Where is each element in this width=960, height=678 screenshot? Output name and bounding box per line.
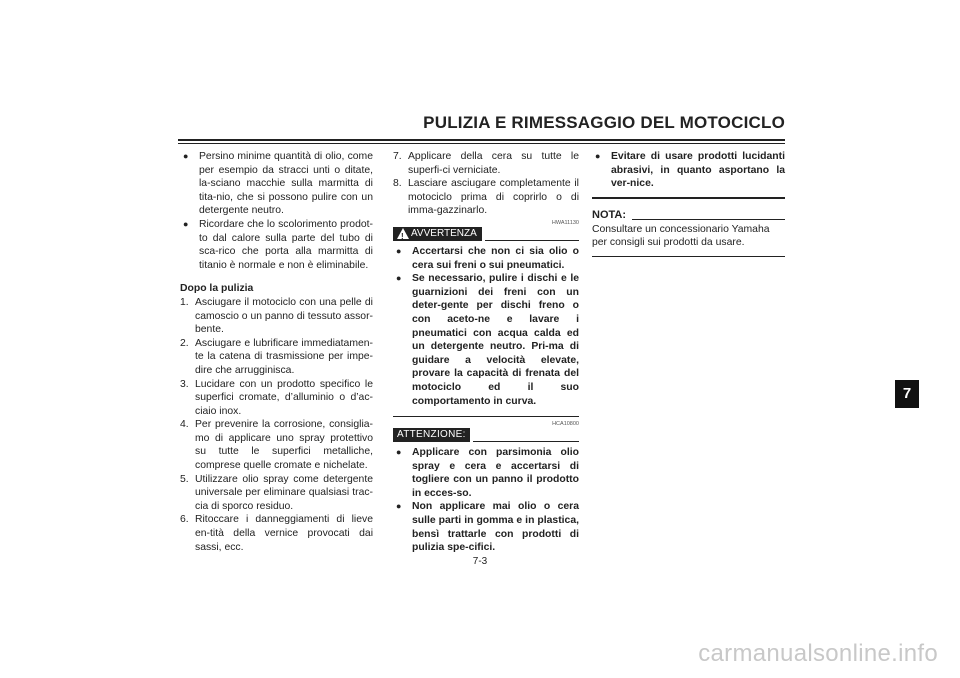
- step-text: Per prevenire la corrosione, consiglia-mo di applicare uno spray protettivo su tutte le superfici metalliche, comprese quelle cromate e nichelate.: [195, 419, 373, 472]
- nota-header: [592, 209, 785, 223]
- list-item: ● Ricordare che lo scolorimento prodot-to dal calore sulla parte del tubo di sca-rico che porta alla marmitta di titanio è normale e non è eliminabile.: [180, 218, 373, 272]
- warning-code: HWA11130: [551, 219, 579, 226]
- step-item: [393, 150, 579, 177]
- page-title: PULIZIA E RIMESSAGGIO DEL MOTOCICLO: [423, 113, 785, 132]
- warning-label-box: [393, 227, 482, 241]
- section-heading: Dopo la pulizia: [180, 283, 254, 295]
- caution-item: ● Non applicare mai olio o cera sulle parti in gomma e in plastica, bensì trattarle con prodotti di pulizia spe-cifici.: [393, 500, 579, 554]
- caution-label: ATTENZIONE:: [393, 428, 470, 442]
- step-item: [180, 473, 373, 514]
- header-rule-thin: [178, 143, 785, 144]
- step-number: 6.: [180, 514, 189, 526]
- step-number: 8.: [393, 178, 402, 190]
- caution-end-rule: [592, 197, 785, 199]
- step-text: Applicare della cera su tutte le superfi-ci verniciate.: [408, 151, 579, 176]
- caution-header-rule: [473, 441, 579, 442]
- nota-text: Consultare un concessionario Yamaha per consigli sui prodotti da usare.: [592, 223, 770, 249]
- step-text: Lasciare asciugare completamente il motociclo prima di coprirlo o di imma-gazzinarlo.: [408, 178, 579, 217]
- step-number: 3.: [180, 378, 189, 390]
- caution-item: ● Applicare con parsimonia olio spray e cera e accertarsi di togliere con un panno il prodotto in ecces-so.: [393, 446, 579, 500]
- step-item: [180, 513, 373, 554]
- list-item: ● Persino minime quantità di olio, come per esempio da stracci unti o ditate, la-sciano macchie sulla marmitta di tita-nio, che si possono pulire con un detergente neutro.: [180, 150, 373, 218]
- chapter-tab: 7: [895, 380, 919, 408]
- step-item: [180, 418, 373, 472]
- warning-header: [393, 227, 579, 241]
- step-item: [180, 296, 373, 337]
- warning-end-rule: [393, 416, 579, 417]
- nota-end-rule: [592, 256, 785, 257]
- step-number: 4.: [180, 419, 189, 431]
- step-number: 5.: [180, 473, 189, 485]
- caution-item: ● Evitare di usare prodotti lucidanti abrasivi, in quanto asportano la ver-nice.: [592, 150, 785, 191]
- page-number: 7-3: [472, 556, 488, 567]
- caution-code: HCA10800: [552, 421, 579, 428]
- step-text: Ritoccare i danneggiamenti di lieve en-tità della vernice provocati dai sassi, ecc.: [195, 514, 373, 553]
- column-1: [180, 150, 373, 554]
- warning-item: ● Accertarsi che non ci sia olio o cera sui freni o sui pneumatici.: [393, 245, 579, 272]
- warning-triangle-icon: [397, 228, 409, 239]
- step-item: [180, 378, 373, 419]
- column-2: [393, 150, 579, 555]
- step-text: Asciugare e lubrificare immediatamen-te la catena di trasmissione per impe-dire che arrugginisca.: [195, 337, 373, 376]
- header-rule: [178, 139, 785, 141]
- column-3: [592, 150, 785, 257]
- nota-header-rule: [632, 219, 785, 220]
- step-number: 7.: [393, 151, 402, 162]
- caution-header: [393, 428, 579, 442]
- step-text: Asciugare il motociclo con una pelle di camoscio o un panno di tessuto assor-bente.: [195, 296, 373, 336]
- warning-header-rule: [485, 240, 579, 241]
- step-text: Lucidare con un prodotto specifico le superfici cromate, d’alluminio o d’ac-ciaio inox.: [195, 378, 373, 417]
- step-number: 2.: [180, 337, 189, 349]
- step-item: [180, 337, 373, 378]
- step-number: 1.: [180, 296, 189, 308]
- nota-label: NOTA:: [592, 208, 627, 221]
- warning-item: ● Se necessario, pulire i dischi e le guarnizioni dei freni con un deter-gente per dischi freno o con aceto-ne e lavare i pneumatici con acqua calda ed un detergente neutro. Pri-ma di guidare a velocità elevate, provare la capacità di frenata del motociclo ed il suo comportamento in curva.: [393, 272, 579, 408]
- step-item: [393, 177, 579, 218]
- warning-label: AVVERTENZA: [411, 227, 477, 239]
- watermark: carmanualsonline.info: [698, 640, 938, 667]
- step-text: Utilizzare olio spray come detergente universale per eliminare qualsiasi trac-cia di sporco residuo.: [195, 473, 373, 512]
